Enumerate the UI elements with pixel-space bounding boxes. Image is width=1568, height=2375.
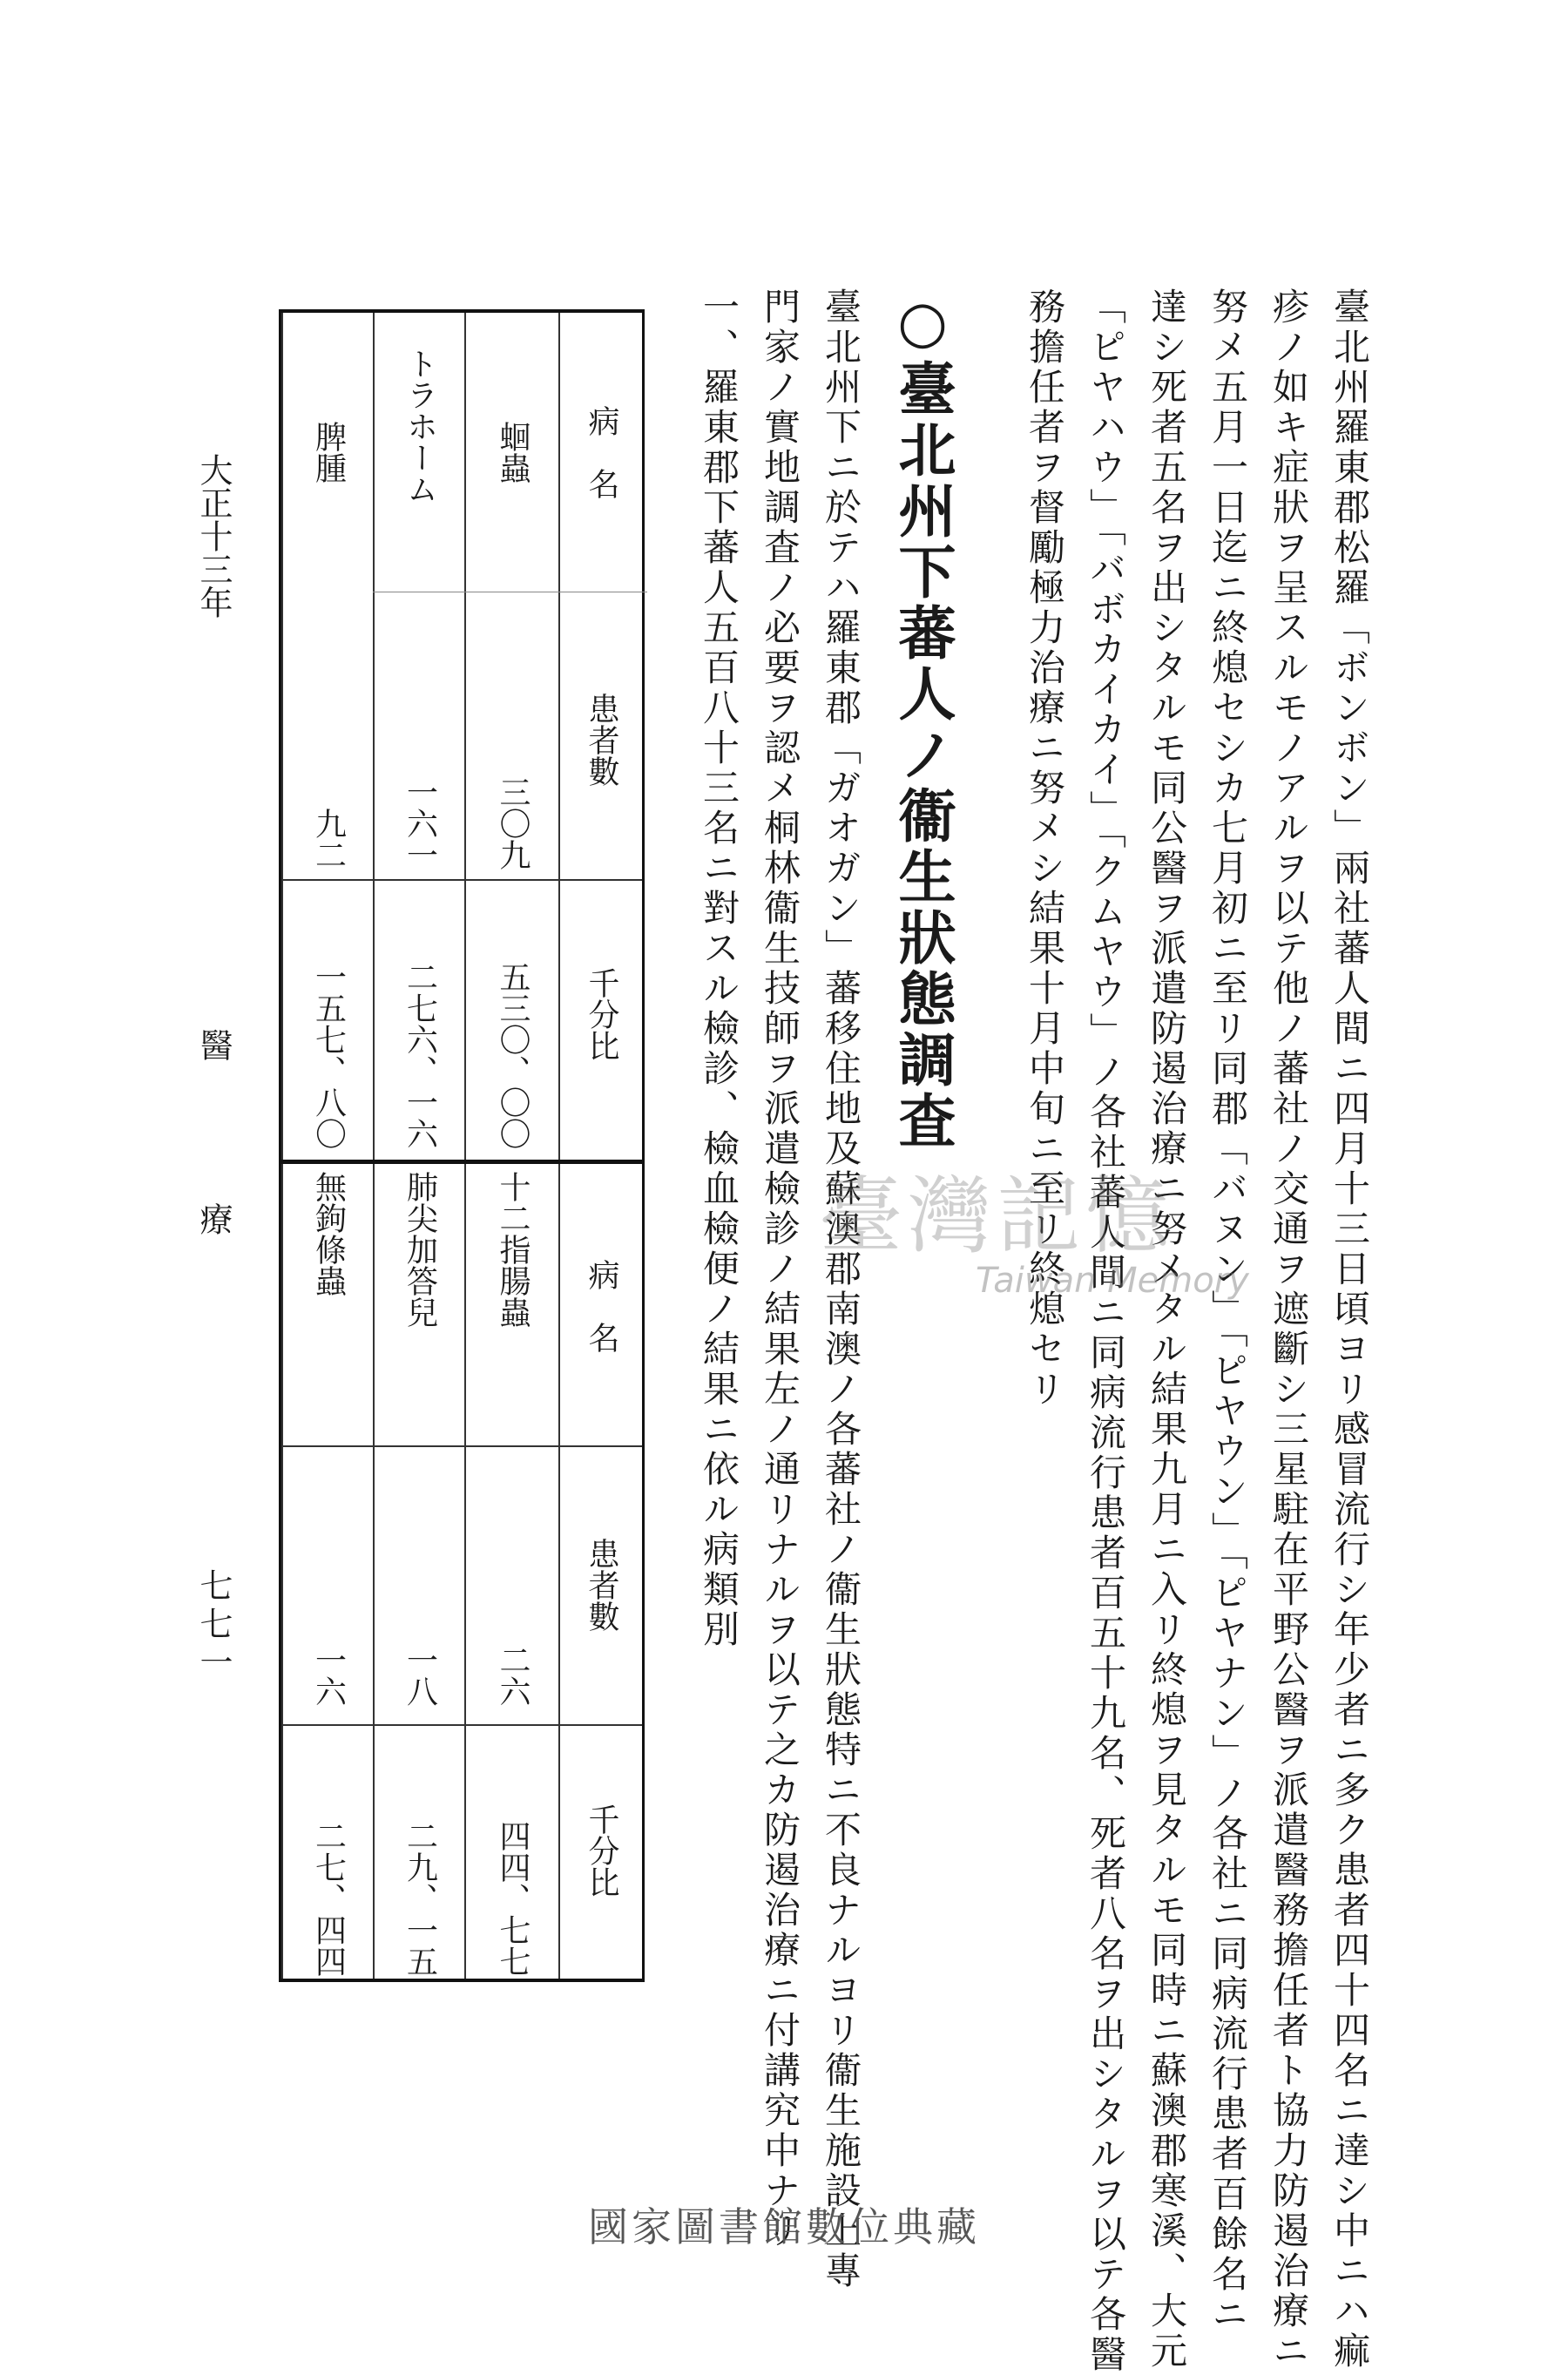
table-rule xyxy=(281,1724,642,1726)
body-column-3: 努メ五月一日迄ニ終熄セシカ七月初ニ至リ同郡「バヌン」「ピヤウン」「ピヤナン」ノ各社ニ同病流行患者百餘名ニ xyxy=(1206,288,1249,2335)
disease-table xyxy=(279,309,645,1982)
table-rule xyxy=(281,1445,642,1447)
footer-credit: 國家圖書館數位典藏 xyxy=(588,2203,980,2250)
running-head xyxy=(194,453,233,819)
body-column-1: 臺北州羅東郡松羅「ボンボン」兩社蕃人間ニ四月十三日頃ヨリ感冒流行シ年少者ニ多ク患者四十四名ニ達シ中ニハ痲 xyxy=(1328,288,1371,2372)
patient-count: 三〇九 xyxy=(495,776,531,870)
header-per-mille-2: 千分比 xyxy=(584,1803,619,1898)
table-rule-thick xyxy=(281,1160,642,1164)
table-row-2 xyxy=(373,313,464,1979)
watermark-text: 臺灣記憶 xyxy=(819,1167,1174,1265)
body-column-5: 「ピヤハウ」「バボカイカイ」「クムヤウ」ノ各社蕃人間ニ同病流行患者百五十九名、死者八名ヲ出シタルヲ以テ各醫 xyxy=(1085,288,1127,2375)
disease-name-2: 肺尖加答兒 xyxy=(402,1171,438,1328)
header-disease-2: 病 名 xyxy=(584,1259,619,1353)
body-column-9: 一、羅東郡下蕃人五百八十三名ニ對スル檢診、檢血檢便ノ結果ニ依ル病類別 xyxy=(698,288,740,1650)
disease-name-2: 無鉤條蟲 xyxy=(310,1171,347,1296)
section-heading: ○臺北州下蕃人ノ衞生狀態調査 xyxy=(889,288,956,1152)
per-mille-value: 二七六、一六 xyxy=(402,961,438,1149)
body-column-7: 臺北州下ニ於テハ羅東郡「ガオガン」蕃移住地及蘇澳郡南澳ノ各蕃社ノ衞生狀態特ニ不良ナルヨリ衞生施設上專 xyxy=(820,288,862,2291)
table-row-1 xyxy=(464,313,558,1979)
patient-count-2: 一六 xyxy=(310,1644,347,1707)
watermark-logo xyxy=(819,1150,1272,1301)
body-column-8: 門家ノ實地調査ノ必要ヲ認メ桐林衞生技師ヲ派遣檢診ノ結果左ノ通リナルヲ以テ之カ防遏治療ニ付講究中ナリ xyxy=(759,288,801,2251)
disease-name-2: 十二指腸蟲 xyxy=(495,1171,531,1328)
body-column-4: 達シ死者五名ヲ出シタルモ同公醫ヲ派遣防遏治療ニ努メタル結果九月ニ入リ終熄ヲ見タルモ同時ニ蘇澳郡寒溪、大元 xyxy=(1146,288,1188,2372)
patient-count: 一六一 xyxy=(402,776,438,870)
running-head-title-1: 醫 xyxy=(194,1028,233,1061)
patient-count-2: 二六 xyxy=(495,1644,531,1707)
disease-name: トラホーム xyxy=(402,348,438,504)
patient-count: 九二 xyxy=(310,808,347,870)
header-patients: 患者數 xyxy=(584,693,619,787)
header-patients-2: 患者數 xyxy=(584,1538,619,1632)
per-mille-value-2: 二七、四四 xyxy=(310,1820,347,1977)
disease-name: 蛔蟲 xyxy=(495,421,531,484)
header-disease: 病 名 xyxy=(584,405,619,499)
body-column-2: 疹ノ如キ症狀ヲ呈スルモノアルヲ以テ他ノ蕃社ノ交通ヲ遮斷シ三星駐在平野公醫ヲ派遣醫務擔任者ト協力防遏治療ニ xyxy=(1267,288,1310,2372)
patient-count-2: 一八 xyxy=(402,1644,438,1707)
table-row-3 xyxy=(281,313,373,1979)
per-mille-value-2: 二九、一五 xyxy=(402,1820,438,1977)
table-header-column xyxy=(558,313,642,1979)
table-rule xyxy=(281,879,642,881)
per-mille-value: 一五七、八〇 xyxy=(310,961,347,1149)
disease-name: 脾腫 xyxy=(310,421,347,484)
per-mille-value-2: 四四、七七 xyxy=(495,1820,531,1977)
body-column-6: 務擔任者ヲ督勵極力治療ニ努メシ結果十月中旬ニ至リ終熄セリ xyxy=(1024,288,1066,1410)
watermark-subtext: Taiwan Memory xyxy=(976,1261,1249,1301)
running-head-title-2: 療 xyxy=(194,1202,233,1235)
running-head-year: 大正十三年 xyxy=(194,453,233,619)
per-mille-value: 五三〇、〇〇 xyxy=(495,961,531,1149)
header-per-mille: 千分比 xyxy=(584,967,619,1061)
page-number: 七七一 xyxy=(194,1568,233,1683)
